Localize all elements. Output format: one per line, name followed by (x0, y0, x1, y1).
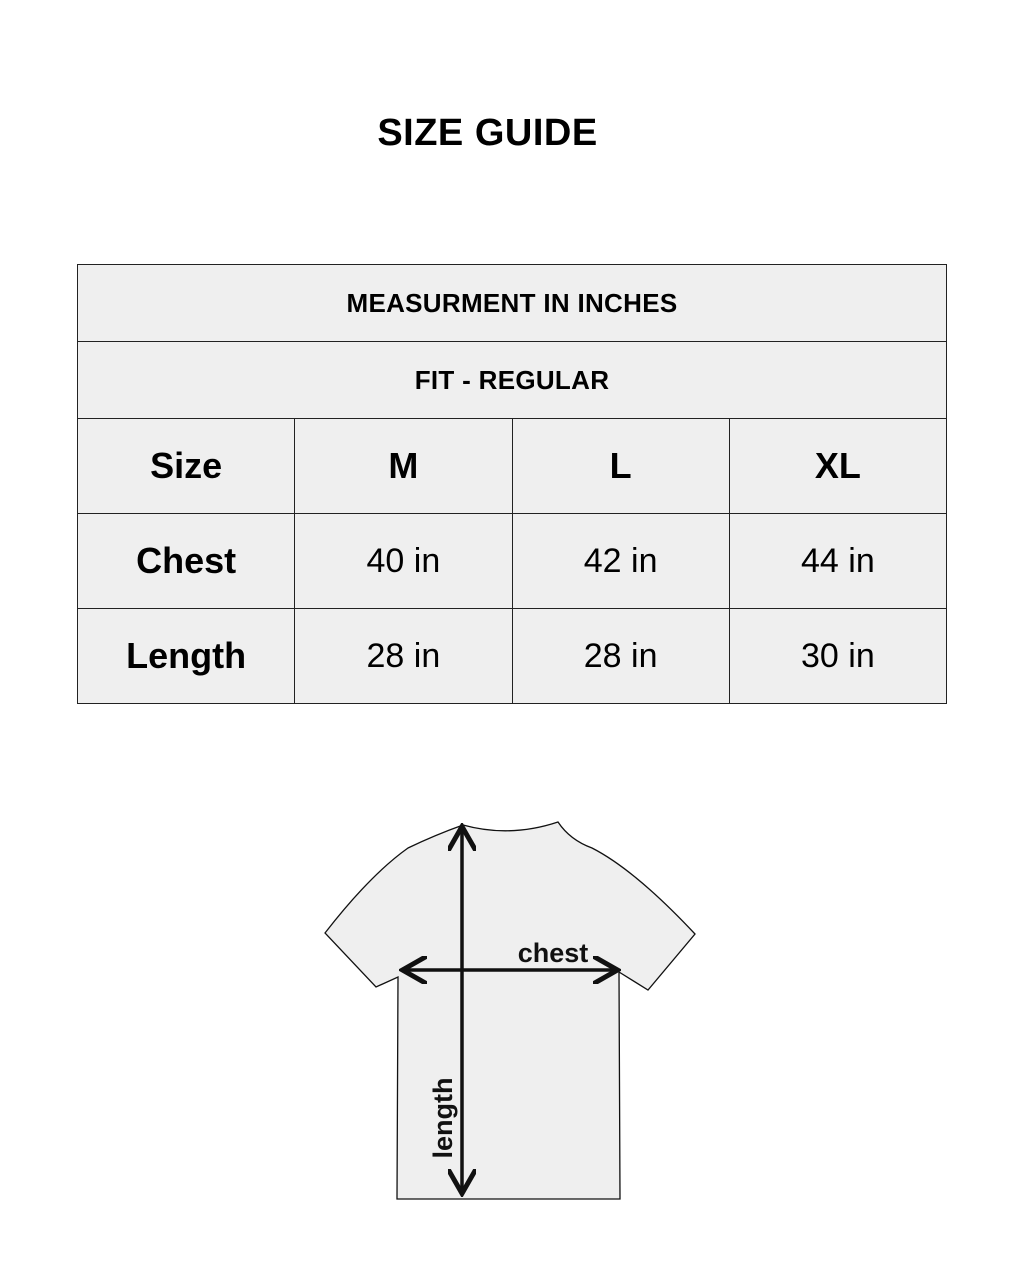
chest-value-m: 40 in (295, 514, 512, 609)
length-row-label: Length (78, 609, 295, 704)
page-title: SIZE GUIDE (377, 112, 598, 154)
length-label: length (428, 1077, 458, 1159)
size-header-l: L (512, 419, 729, 514)
chest-value-l: 42 in (512, 514, 729, 609)
length-value-xl: 30 in (729, 609, 946, 704)
chest-label: chest (517, 938, 589, 968)
tshirt-diagram (310, 810, 710, 1210)
table-header-row (78, 419, 947, 514)
chest-row-label: Chest (78, 514, 295, 609)
length-value-l: 28 in (512, 609, 729, 704)
size-header-label: Size (78, 419, 295, 514)
fit-banner: FIT - REGULAR (78, 342, 947, 419)
table-banner-row (78, 342, 947, 419)
tshirt-outline-icon (325, 822, 695, 1199)
table-row (78, 514, 947, 609)
size-header-m: M (295, 419, 512, 514)
size-header-xl: XL (729, 419, 946, 514)
measurement-banner: MEASURMENT IN INCHES (78, 265, 947, 342)
length-value-m: 28 in (295, 609, 512, 704)
chest-value-xl: 44 in (729, 514, 946, 609)
table-row (78, 609, 947, 704)
size-table (77, 264, 947, 704)
table-banner-row (78, 265, 947, 342)
